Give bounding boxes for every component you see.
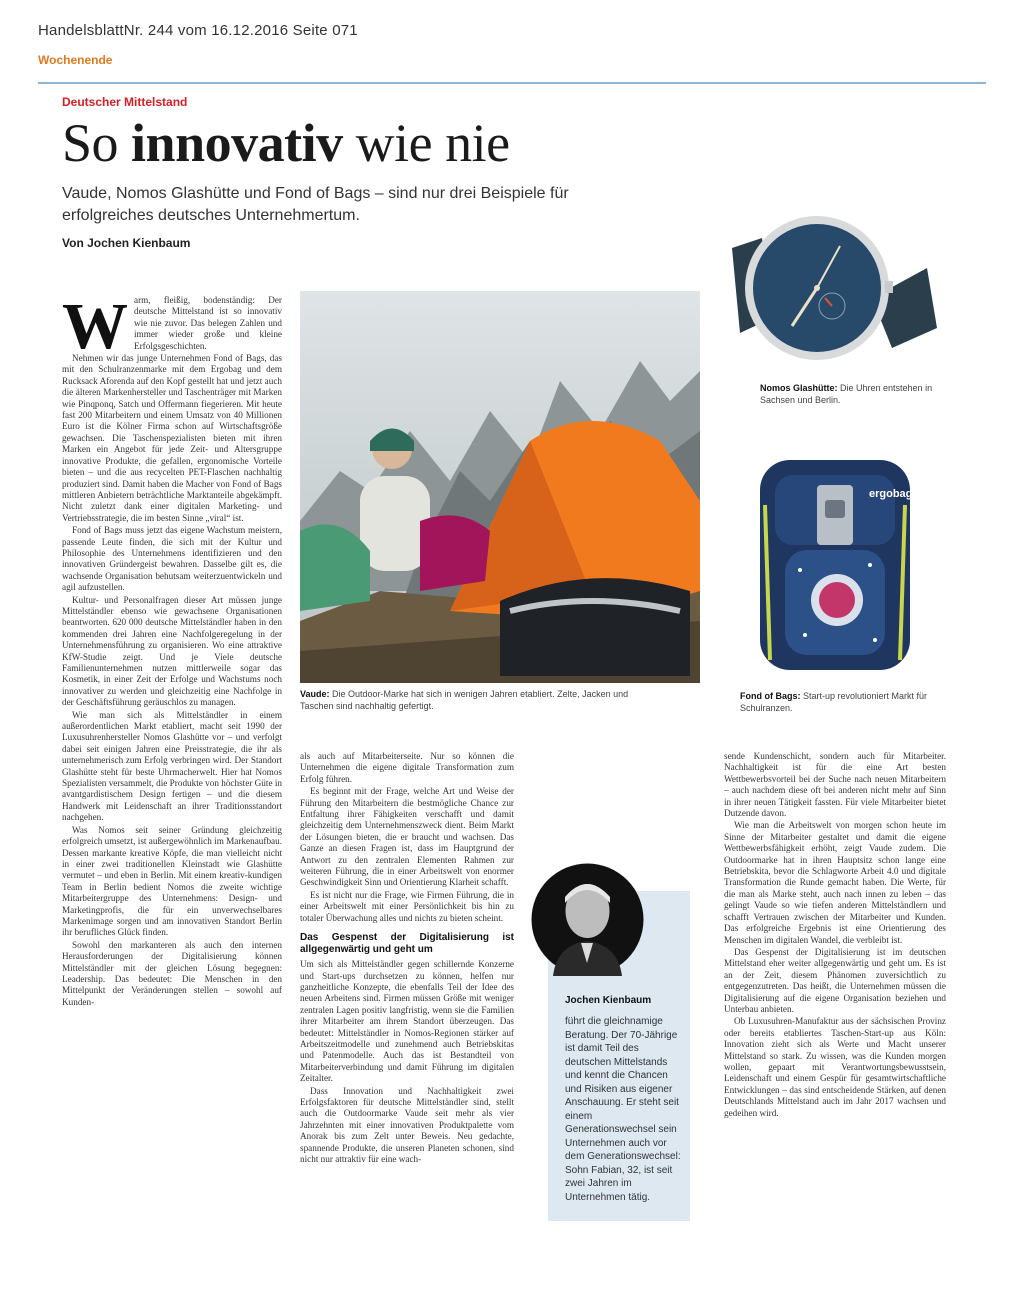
author-portrait-illustration (531, 863, 644, 976)
header-rule (38, 82, 986, 84)
author-name: Jochen Kienbaum (565, 995, 652, 1006)
paragraph: Es ist nicht nur die Frage, wie Firmen Führung, die in einer Arbeitswelt mit einer Persönlichkeit bis hin zu totaler Überwachung alles und nichts zu bieten scheint. (300, 889, 514, 923)
backpack-caption-label: Fond of Bags: (740, 691, 801, 701)
article-column-3 (724, 751, 946, 1291)
backpack-illustration (745, 445, 925, 680)
paragraph: sende Kundenschicht, sondern auch für Mitarbeiter. Nachhaltigkeit ist für die eine Art besten Wettbewerbsvorteil bei der Suche nach neuen Mitarbeitern – auch nachdem diese oft bei anderen nicht mehr auf Sinn in ihrer neuen Tätigkeit fassten. Für viele Mitarbeiter bietet Dutzende davon. (724, 751, 946, 819)
backpack-caption (740, 690, 930, 714)
paragraph: als auch auf Mitarbeiterseite. Nur so können die Unternehmen die eigene digitale Transformation zum Erfolg führen. (300, 751, 514, 784)
article-column-2 (300, 751, 514, 1291)
page-source-header: HandelsblattNr. 244 vom 16.12.2016 Seite 071 (38, 22, 358, 39)
backpack-brand-label: ergobag (869, 488, 913, 500)
photo-caption-label: Vaude: (300, 689, 330, 699)
paragraph: Fond of Bags muss jetzt das eigene Wachstum meistern, passende Leute finden, die sich mit der Kultur und Philosophie des Unternehmens identifizieren und den innovativen Gründergeist bewahren. Dasselbe gilt es, die wachsende Organisation behutsam weiterzuentwickeln und agil aufzustellen. (62, 525, 282, 593)
byline: Von Jochen Kienbaum (62, 236, 191, 250)
headline-pre: So (62, 113, 132, 173)
paragraph: Dass Innovation und Nachhaltigkeit zwei Erfolgsfaktoren für deutsche Mittelständler sind, stellt auch die Outdoormarke Vaude seit mehr als vier Jahrzehnten mit einer innovativen Produktpalette vom Anorak bis zum Zelt unter Beweis. Neu gedachte, spannende Produkte, die unseren Planeten schonen, sind nicht nur attraktiv für eine wach- (300, 1085, 514, 1164)
watch-caption-label: Nomos Glashütte: (760, 383, 838, 393)
paragraph: Nehmen wir das junge Unternehmen Fond of Bags, das mit den Schulranzenmarke mit dem Ergobag und dem Rucksack Aforenda auf den Kopf gestellt hat und jetzt auch die älteren Markenhersteller und Taschenträger mit Marken wie Pinqponq, Satch und Offermann fiegerieren. Mit heute fast 200 Mitarbeitern und einem Umsatz von 40 Millionen Euro ist die Kölner Firma schon auf Wirtschaftsgröße gewachsen. Die Taschenspezialisten bieten mit ihren Marken ein Angebot für jede Zeit- und Altersgruppe innovative Produkte, die gefallen, ergonomische Vorteile bieten – und die aus recycelten PET-Flaschen nachhaltig produziert sind. Damit haben die Macher von Fond of Bags mittleren Anbietern beträchtliche Marktanteile abgekämpft. Nicht zuletzt dank einer digitalen Marketing- und Vertriebsstrategie, die im besten Sinne „viral“ ist. (62, 353, 282, 523)
subheading: Das Gespenst der Digitalisierung ist allgegenwärtig und geht um (300, 932, 514, 956)
watch-illustration (722, 208, 942, 368)
paragraph: Kultur- und Personalfragen dieser Art müssen junge Mittelständler ebenso wie gewachsene Organisationen beantworten. 620 000 deutsche Mittelständler haben in den kommenden drei Jahren eine Nachfolgeregelung in der Unternehmensführung zu organisieren. Wo eine attraktive KfW-Studie zeigt. Und je Viele deutsche Familienunternehmen nutzen mittlerweile sogar das Kosmetik, in einer Zeit der Erfolge und Wachstums noch innovativer zu werden und gleichzeitig eine Nachfolge in der Geschäftsführung geräuschlos zu managen. (62, 594, 282, 708)
paragraph: arm, fleißig, bodenständig: Der deutsche Mittelstand ist so innovativ wie nie zuvor. Das belegen Zahlen und immer wieder große und kleine Erfolgsgeschichten. (134, 295, 282, 351)
watch-caption (760, 382, 940, 406)
watch-caption-text: Die Uhren entstehen in Sachsen und Berlin. (760, 383, 933, 405)
backpack-caption-text: Start-up revolutioniert Markt für Schulranzen. (740, 691, 928, 713)
paragraph: Das Gespenst der Digitalisierung ist im deutschen Mittelstand eher weiter allgegenwärtig und geht um. Es ist an der Zeit, diesem Phänomen zuversichtlich zu entgegenzutreten. Das heißt, die Unternehmen müssen die Digitalisierung auf die eigene Organisation beziehen und Unterbau anbieten. (724, 946, 946, 1014)
paragraph: Um sich als Mittelständler gegen schillernde Konzerne und Start-ups durchsetzen zu können, helfen nur ganzheitliche Konzepte, die ebenfalls Teil der Idee des neuen Arbeitens sind. Firmen müssen Größe mit weniger zentralen Lagen positiv langfristig, wenn sie die Familien ihrer Mitarbeiter am ihrem Standort überzeugen. Das bedeutet: Mittelständler in Nomos-Regionen stärker auf Arbeitszeitmodelle und zunehmend auch Betriebskitas und Patenmodelle. Auch das ist Bestandteil von Mitarbeiterverbindung und damit Führung im digitalen Zeitalter. (300, 959, 514, 1084)
paragraph: Ob Luxusuhren-Manufaktur aus der sächsischen Provinz oder bereits etabliertes Taschen-Start-up aus Köln: Innovation zieht sich als Werte und Macht unserer Mittelstand so stark. Zu wissen, was die Kunden morgen wollen, gepaart mit Verantwortungsbewusstsein, Leidenschaft und einem Gespür für gesamtwirtschaftliche Entwicklungen – das sind entscheidende Stärken, auf denen Deutschlands Mittelstand auch im Jahr 2017 wachsen und gedeihen wird. (724, 1016, 946, 1118)
headline (62, 112, 510, 174)
deck: Vaude, Nomos Glashütte und Fond of Bags – sind nur drei Beispiele für erfolgreiches deutsches Unternehmertum. (62, 185, 569, 224)
kicker: Deutscher Mittelstand (62, 95, 188, 109)
paragraph: Wie man sich als Mittelständler in einem außerordentlichen Markt etabliert, macht seit 1990 der Luxusuhrenhersteller Nomos Glashütte vor – und verfolgt dabei seit einigen Jahren eine Preisstrategie, die ihr als unternehmerisch zum Erfolg verbringen wird. Der Standort Glashütte steht für beste Uhrmacherwelt. Hier hat Nomos Spezialisten versammelt, die Produkte von höchster Güte in avantgardistischem Design fertigen – und die diesem Handwerk mit Leidenschaft an ihrer Traditionsstandort nachgehen. (62, 709, 282, 823)
headline-bold: innovativ (131, 113, 343, 173)
paragraph: Wie man die Arbeitswelt von morgen schon heute im Sinne der Mitarbeiter gestaltet und damit die eigene Wettbewerbsfähigkeit erhöht, zeigt Vaude zudem. Die Outdoormarke hat in ihren Hauptsitz schon lange eine Betriebskita, bevor die Schlagworte Arbeit 4.0 und digitale Transformation die Runde gemacht haben. Die Werte, für die man als Marke steht, auch nach innen zu leben – das gelingt Vaude so wie tiefen anderen Mittelständlern und schafft Vertrauen zwischen der Mitarbeiter und Kunden. Das erfolgreiche Ergebnis ist eine Orientierung des Menschen im digitalen Wandel, die verbleibt ist. (724, 820, 946, 945)
watch-photo (722, 208, 942, 368)
paragraph: Sowohl den markanteren als auch den internen Herausforderungen der Digitalisierung können Mittelständler mit der gleichen Lösung begegnen: Leadership. Das bedeutet: Die Menschen in den Mittelpunkt der Veränderungen stellen – sowohl auf Kunden- (62, 939, 282, 1007)
backpack-photo (745, 445, 925, 680)
author-bio: führt die gleichnamige Beratung. Der 70-Jährige ist damit Teil des deutschen Mittelstands und kennt die Chancen und Risiken aus eigener Anschauung. Er steht seit einem Generationswechsel sein Unternehmen auch vor dem Generationswechsel: Sohn Fabian, 32, ist seit zwei Jahren im Unternehmen tätig. (565, 1016, 681, 1203)
headline-post: wie nie (342, 113, 510, 173)
photo-caption (300, 688, 650, 712)
drop-cap: W (62, 295, 128, 363)
tent-photo-illustration (300, 291, 700, 683)
photo-caption-text: Die Outdoor-Marke hat sich in wenigen Jahren etabliert. Zelte, Jacken und Taschen sind nachhaltig gefertigt. (300, 689, 629, 711)
section-label: Wochenende (38, 53, 113, 67)
tent-photo (300, 291, 700, 683)
paragraph: Was Nomos seit seiner Gründung gleichzeitig erfolgreich umsetzt, ist außergewöhnlich im Markenaufbau. Dessen markante kreative Köpfe, die man vielleicht nicht in einer zwei traditionellen Kleinstadt wie Glashütte vermutet – und eben in Berlin. Mit einem kreativ-kundigen Team in Berlin bedient Nomos die zweite wichtige Mitarbeitergruppe des Unternehmens: Design- und Marketingprofis, die für ein unverwechselbares Markenimage sorgen und am innovativen Standort Berlin ihr berufliches Glück finden. (62, 824, 282, 938)
paragraph: Es beginnt mit der Frage, welche Art und Weise der Führung den Mitarbeitern die bestmögliche Chance zur Entfaltung ihrer Fähigkeiten verschafft und damit gleichzeitig dem Unternehmenszweck dient. Beim Markt der Lösungen bieten, die er braucht und wachsen. Das Ganze an diesen Fragen ist, dass im Hauptgrund der Antwort zu den zentralen Elementen Rahmen zur weiteren Führung, die in einer Arbeitswelt von enormer Geschwindigkeit Sinn und Orientierung Klarheit schafft. (300, 786, 514, 888)
article-column-1 (62, 295, 282, 1295)
author-portrait (531, 863, 644, 976)
